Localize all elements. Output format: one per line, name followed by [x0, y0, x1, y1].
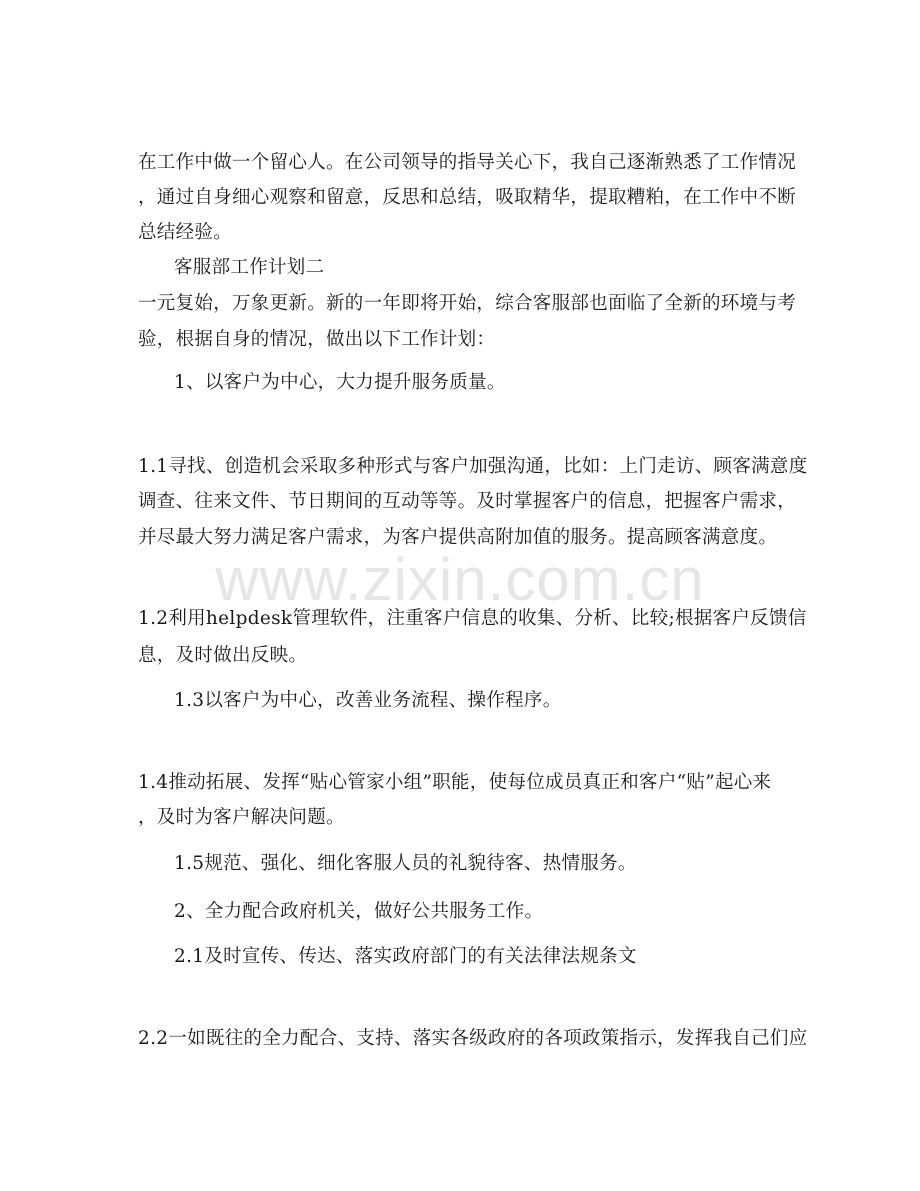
list-item: 1.1寻找、创造机会采取多种形式与客户加强沟通，比如：上门走访、顾客满意度 — [138, 456, 808, 477]
paragraph-line: 调查、往来文件、节日期间的互动等等。及时掌握客户的信息，把握客户需求， — [138, 491, 797, 512]
paragraph-line: 一元复始，万象更新。新的一年即将开始，综合客服部也面临了全新的环境与考 — [138, 293, 797, 314]
paragraph-line: 息，及时做出反映。 — [138, 645, 308, 666]
list-item: 1、以客户为中心，大力提升服务质量。 — [174, 372, 506, 393]
list-item: 2.2一如既往的全力配合、支持、落实各级政府的各项政策指示，发挥我自己们应 — [138, 1028, 808, 1049]
list-item: 2、全力配合政府机关，做好公共服务工作。 — [174, 901, 544, 922]
list-item: 2.1及时宣传、传达、落实政府部门的有关法律法规条文 — [174, 946, 637, 967]
paragraph-line: 验，根据自身的情况，做出以下工作计划： — [138, 329, 496, 350]
paragraph-line: 并尽最大努力满足客户需求，为客户提供高附加值的服务。提高顾客满意度。 — [138, 527, 778, 548]
list-item: 1.2利用helpdesk管理软件，注重客户信息的收集、分析、比较;根据客户反馈信 — [138, 608, 807, 629]
list-item: 1.5规范、强化、细化客服人员的礼貌待客、热情服务。 — [174, 853, 637, 874]
section-heading: 客服部工作计划二 — [174, 257, 325, 278]
paragraph-line: 在工作中做一个留心人。在公司领导的指导关心下，我自己逐渐熟悉了工作情况 — [138, 152, 797, 173]
paragraph-line: 总结经验。 — [138, 222, 233, 243]
paragraph-line: ，及时为客户解决问题。 — [138, 807, 345, 828]
list-item: 1.4推动拓展、发挥“贴心管家小组”职能，使每位成员真正和客户“贴”起心来 — [138, 772, 772, 793]
paragraph-line: ，通过自身细心观察和留意，反思和总结，吸取精华，提取糟粕，在工作中不断 — [138, 187, 797, 208]
list-item: 1.3以客户为中心，改善业务流程、操作程序。 — [174, 690, 562, 711]
watermark: www.zixin.com.cn — [215, 546, 705, 613]
